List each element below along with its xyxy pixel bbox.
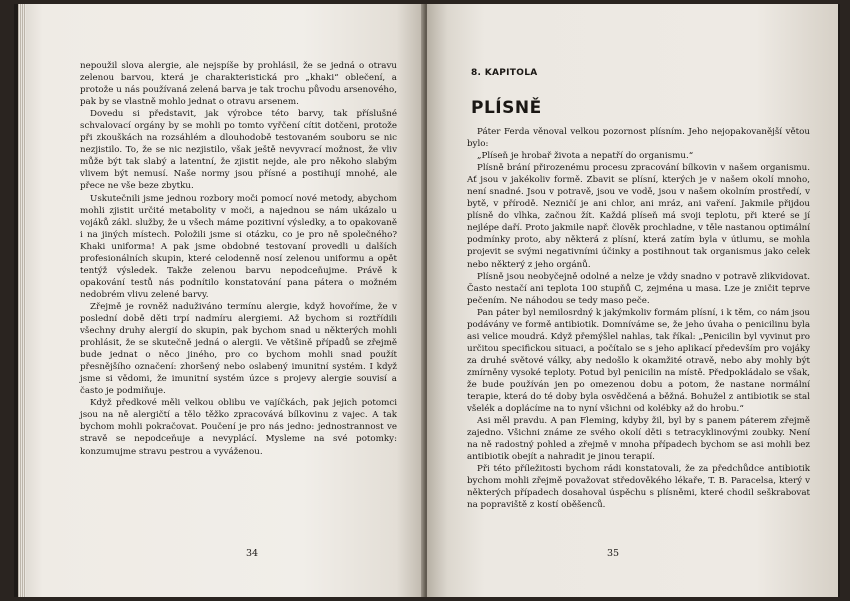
right-page	[427, 4, 838, 597]
paragraph: Plísně brání přirozenému procesu zpracování bílkovin v našem organismu. Ať jsou v jakékoliv formě. Zbavit se plísní, kterých je v našem okolí mnoho, není snadné. Jsou v potravě, jsou ve vodě, jsou v našem okolním prostředí, v bytě, v přírodě. Nezničí je ani chlor, ani mráz, ani vaření. Jakmile přijdou plísně do vlhka, začnou žít. Každá plíseň má svoji teplotu, při které se jí nejlépe daří. Proto jakmile např. člověk prochladne, v těle nastanou optimální podmínky proto, aby některá z plísní, která zatím byla v útlumu, se mohla projevit se svými negativními účinky a postihnout tak organismus jako celek nebo některý z jeho orgánů.	[467, 163, 810, 270]
paragraph: Plísně jsou neobyčejně odolné a nelze je vždy snadno v potravě zlikvidovat. Často nestačí ani teplota 100 stupňů C, zejména u masa. Lze je zničit teprve pečením. Ne náhodou se tedy maso peče.	[467, 271, 810, 306]
paragraph: Uskutečnili jsme jednou rozbory moči pomocí nové metody, abychom mohli zjistit určité metabolity v moči, a najednou se nám ukázalo u vojáků zákl. služby, že u všech máme pozitivní výsledky, a to opakovaně i na jiných místech. Položili jsme si otázku, co je pro ně společného? Khaki uniforma! A pak jsme obdobné testovaní provedli u dalších profesionálních skupin, které celodenně nosí zelenou uniformu a opět tentýž výsledek. Takže zelenou barvu nepodceňujme. Právě k opakování testů nás podnítilo konstatování pana pátera o možném nedobrém vlivu zelené barvy.	[80, 193, 397, 300]
left-page	[18, 4, 425, 597]
paragraph: Dovedu si představit, jak výrobce této barvy, tak příslušné schvalovací orgány by se mohli po tomto vyřčení cítit dotčeni, protože při zkouškách na rozsáhlém a dlouhodobě testovaném souboru se nic nezjistilo. To, že se nic nezjistilo, však ještě nevyvrací možnost, že vliv může být tak slabý a latentní, že zjistit nejde, ale pro někoho slabým vlivem být nemusí. Naše normy jsou přísné a postihují mnohé, ale přece ne vše beze zbytku.	[80, 109, 397, 192]
paragraph: Pan páter byl nemilosrdný k jakýmkoliv formám plísní, i k těm, co nám jsou podávány ve formě antibiotik. Domníváme se, že jeho úvaha o penicilinu byla asi velice moudrá. Když přemýšlel nahlas, tak říkal: „Penicilin byl vyvinut pro určitou specifickou situaci, a počítalo se s jeho aplikací především pro vojáky za druhé světové války, aby nedošlo k okamžité otravě, nebo aby mohly být zmírněny vysoké teploty. Potud byl penicilin na místě. Předpokládalo se však, že bude používán jen po omezenou dobu a potom, že nastane normální terapie, která do té doby byla osvědčená a běžná. Bohužel z antibiotik se stal všelék a doplácíme na to nyní všichni od kolébky až do hrobu.“	[467, 307, 810, 415]
paragraph: Asi měl pravdu. A pan Fleming, kdyby žil, byl by s panem páterem zřejmě zajedno. Všichni známe ze svého okolí děti s tetracyklinovými zoubky. Není na ně radostný pohled a zřejmě v mnoha případech bychom se asi mohli bez antibiotik obejít a nahradit je jinou terapií.	[467, 416, 810, 463]
open-book	[14, 4, 840, 597]
page-number: 35	[607, 548, 620, 559]
chapter-title: PLÍSNĚ	[471, 98, 542, 118]
paragraph: Když předkové měli velkou oblibu ve vajíčkách, pak jejich potomci jsou na ně alergičtí a tělo těžko zpracovává bílkovinu z vajec. A tak bychom mohli pokračovat. Poučení je pro nás jedno: jednostrannost ve stravě se nepodceňuje a nevyplácí. Mysleme na své potomky: konzumujme stravu pestrou a vyváženou.	[80, 398, 397, 457]
paragraph: nepoužil slova alergie, ale nejspíše by prohlásil, že se jedná o otravu zelenou barvou, která je charakteristická pro „khaki“ oblečení, a protože u nás používaná zelená barva je tak trochu původu arsenového, pak by se vlastně mohlo jednat o otravu arsenem.	[80, 61, 397, 108]
chapter-label: 8. KAPITOLA	[471, 68, 538, 78]
paragraph: Páter Ferda věnoval velkou pozornost plísním. Jeho nejopakovanější větou bylo:	[467, 127, 810, 150]
page-number: 34	[246, 548, 259, 559]
paragraph: Při této příležitosti bychom rádi konstatovali, že za předchůdce antibiotik bychom mohli zřejmě považovat středověkého lékaře, T. B. Paracelsa, který v některých případech dosahoval úspěchu s plísněmi, které chodil seškrabovat na popraviště z kostí oběšenců.	[467, 464, 810, 511]
page-edges	[18, 4, 26, 597]
paragraph: Zřejmě je rovněž naduživáno termínu alergie, když hovoříme, že v poslední době děti trpí nadmíru alergiemi. Až bychom si roztřídili všechny druhy alergií do skupin, pak bychom snad u některých mohli prohlásit, že se skutečně jedná o alergii. Ve většině případů se zřejmě bude jednat o něco jiného, pro co bychom mohli snad použít přesnějšího označení: zhoršený nebo oslabený imunitní systém. I když jsme si vědomi, že imunitní systém úzce s projevy alergie souvisí a často je podmiňuje.	[80, 301, 397, 397]
quote: „Plíseň je hrobař života a nepatří do organismu.“	[477, 151, 694, 162]
